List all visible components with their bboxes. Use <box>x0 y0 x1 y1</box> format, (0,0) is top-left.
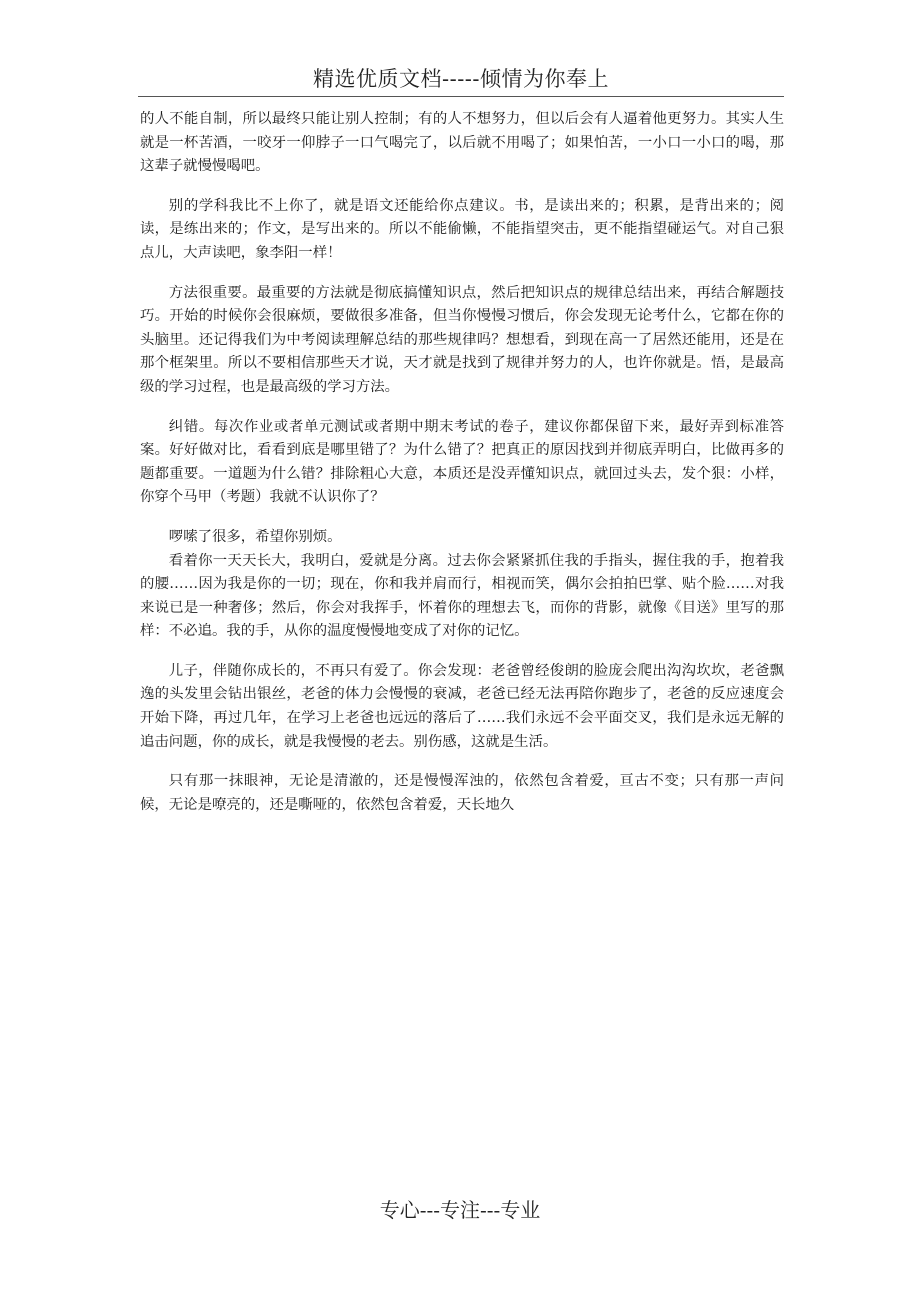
paragraph: 别的学科我比不上你了，就是语文还能给你点建议。书，是读出来的；积累，是背出来的；阅读，是练出来的；作文，是写出来的。所以不能偷懒，不能指望突击，更不能指望碰运气。对自己狠点儿，大声读吧，象李阳一样！ <box>140 197 784 261</box>
paragraph: 儿子，伴随你成长的，不再只有爱了。你会发现：老爸曾经俊朗的脸庞会爬出沟沟坎坎，老爸飘逸的头发里会钻出银丝，老爸的体力会慢慢的衰减，老爸已经无法再陪你跑步了，老爸的反应速度会开始下降，再过几年，在学习上老爸也远远的落后了……我们永远不会平面交叉，我们是永远无解的追击问题，你的成长，就是我慢慢的老去。别伤感，这就是生活。 <box>140 662 784 750</box>
paragraph: 啰嗦了很多，希望你别烦。 <box>168 528 342 545</box>
page-footer-text: 专心---专注---专业 <box>379 1198 541 1222</box>
paragraph: 纠错。每次作业或者单元测试或者期中期末考试的卷子，建议你都保留下来，最好弄到标准答案。好好做对比，看看到底是哪里错了？为什么错了？把真正的原因找到并彻底弄明白，比做再多的题都重要。一道题为什么错？排除粗心大意，本质还是没弄懂知识点，就回过头去，发个狠：小样，你穿个马甲（考题）我就不认识你了？ <box>140 418 784 506</box>
paragraph: 看着你一天天长大，我明白，爱就是分离。过去你会紧紧抓住我的手指头，握住我的手，抱着我的腰……因为我是你的一切；现在，你和我并肩而行，相视而笑，偶尔会拍拍巴掌、贴个脸……对我来说已是一种奢侈；然后，你会对我挥手，怀着你的理想去飞，而你的背影，就像《目送》里写的那样：不必追。我的手，从你的温度慢慢地变成了对你的记忆。 <box>140 552 784 640</box>
page-header-title: 精选优质文档-----倾情为你奉上 <box>313 67 609 91</box>
page-footer <box>0 1196 920 1224</box>
paragraph: 只有那一抹眼神，无论是清澈的，还是慢慢浑浊的，依然包含着爱，亘古不变；只有那一声问候，无论是嘹亮的，还是嘶哑的，依然包含着爱，天长地久 <box>140 773 784 813</box>
document-body <box>140 108 784 817</box>
paragraph: 方法很重要。最重要的方法就是彻底搞懂知识点，然后把知识点的规律总结出来，再结合解题技巧。开始的时候你会很麻烦，要做很多准备，但当你慢慢习惯后，你会发现无论考什么，它都在你的头脑里。还记得我们为中考阅读理解总结的那些规律吗？想想看，到现在高一了居然还能用，还是在那个框架里。所以不要相信那些天才说，天才就是找到了规律并努力的人，也许你就是。悟，是最高级的学习过程，也是最高级的学习方法。 <box>140 284 784 395</box>
page-header <box>138 64 784 97</box>
paragraph: 的人不能自制，所以最终只能让别人控制；有的人不想努力，但以后会有人逼着他更努力。其实人生就是一杯苦酒，一咬牙一仰脖子一口气喝完了，以后就不用喝了；如果怕苦，一小口一小口的喝，那这辈子就慢慢喝吧。 <box>140 111 784 175</box>
